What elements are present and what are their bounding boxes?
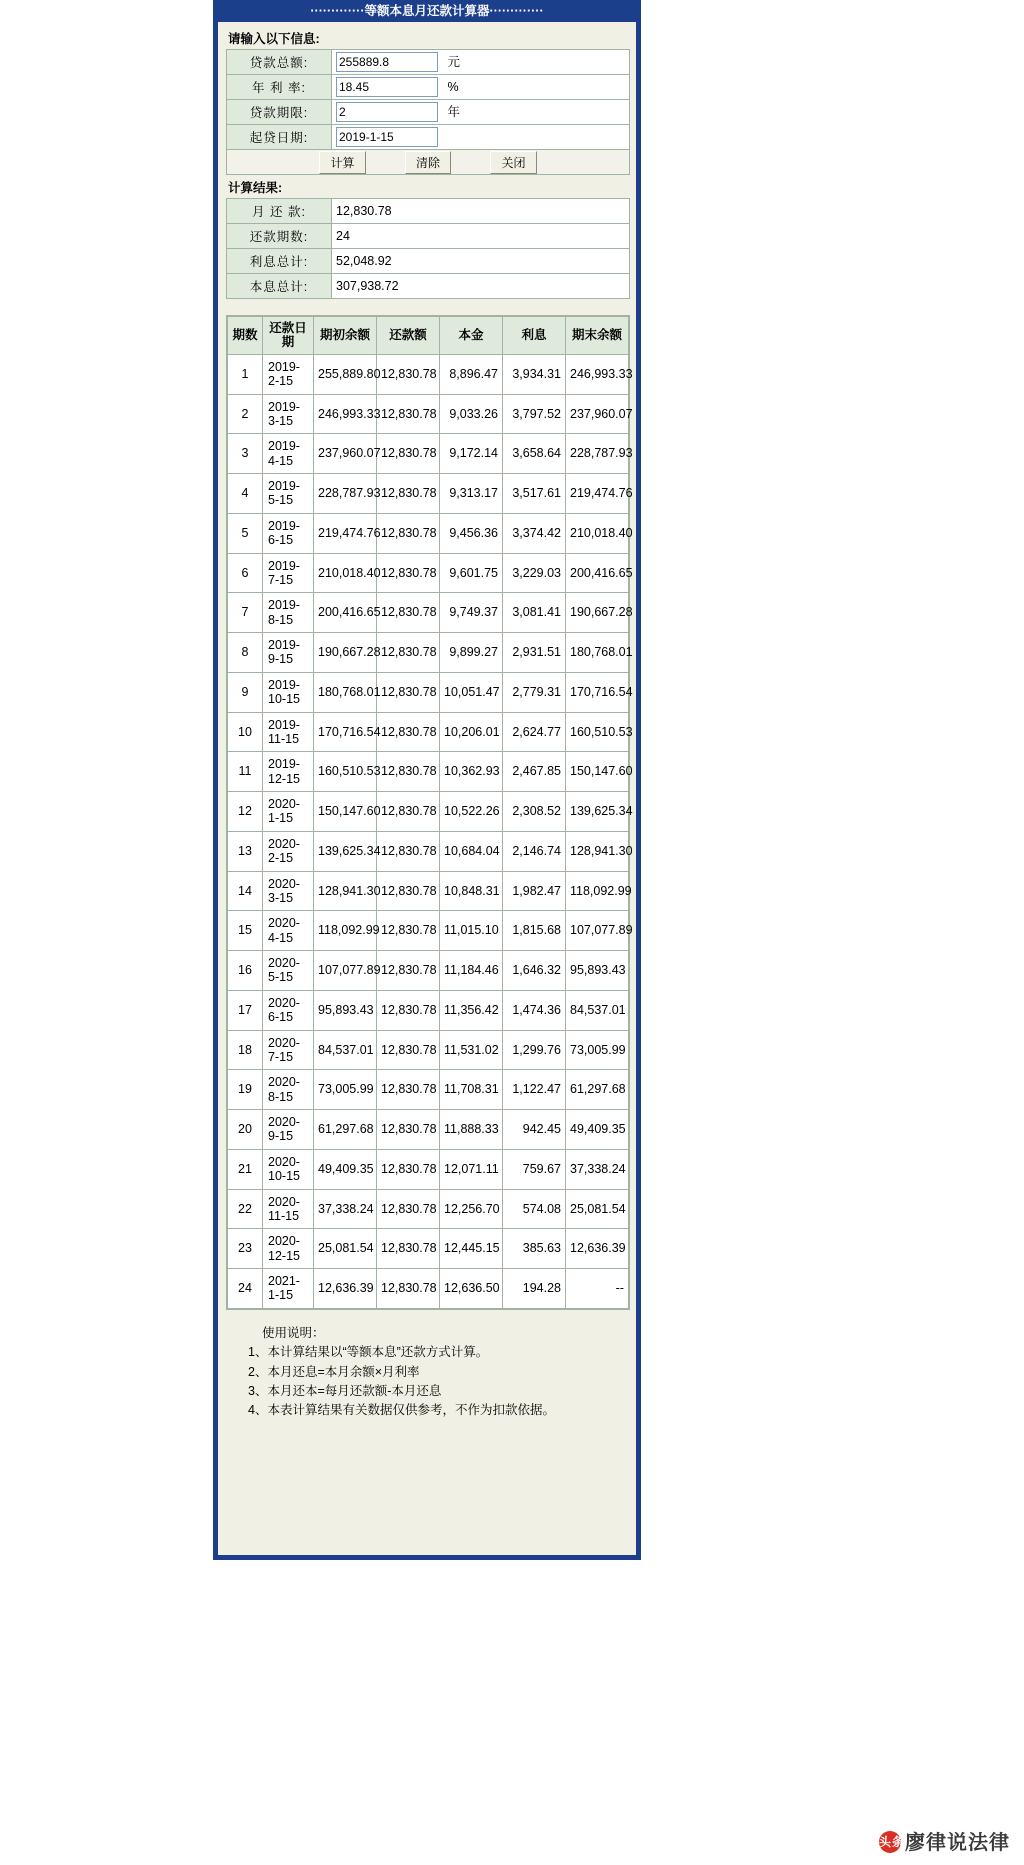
calculator-window [213,0,641,1560]
cell-payment: 12,830.78 [377,672,440,712]
cell-interest: 385.63 [503,1229,566,1269]
amortization-table-head [228,317,629,355]
label-loan-term: 贷款期限: [227,100,332,125]
cell-payment: 12,830.78 [377,990,440,1030]
watermark-text: 廖律说法律 [905,1832,1010,1854]
cell-end-balance: 95,893.43 [566,951,629,991]
result-section-heading: 计算结果: [228,181,283,195]
cell-date: 2019-5-15 [263,474,314,514]
cell-payment: 12,830.78 [377,474,440,514]
cell-date: 2019-7-15 [263,553,314,593]
cell-begin-balance: 210,018.40 [314,553,377,593]
button-bar [227,150,630,175]
table-row [228,1110,629,1150]
cell-period: 11 [228,752,263,792]
cell-payment: 12,830.78 [377,871,440,911]
cell-end-balance: 180,768.01 [566,633,629,673]
cell-period: 21 [228,1149,263,1189]
cell-end-balance: 237,960.07 [566,394,629,434]
cell-begin-balance: 37,338.24 [314,1189,377,1229]
cell-end-balance: 160,510.53 [566,712,629,752]
cell-payment: 12,830.78 [377,1070,440,1110]
cell-principal: 9,033.26 [440,394,503,434]
cell-period: 17 [228,990,263,1030]
cell-date: 2019-3-15 [263,394,314,434]
cell-date: 2020-9-15 [263,1110,314,1150]
cell-interest: 194.28 [503,1269,566,1309]
table-row [228,752,629,792]
table-row [228,633,629,673]
cell-period: 22 [228,1189,263,1229]
cell-principal: 11,356.42 [440,990,503,1030]
cell-begin-balance: 139,625.34 [314,831,377,871]
cell-payment: 12,830.78 [377,712,440,752]
calculate-button[interactable]: 计算 [319,151,365,174]
cell-end-balance: 150,147.60 [566,752,629,792]
cell-date: 2020-1-15 [263,792,314,832]
cell-end-balance: 200,416.65 [566,553,629,593]
cell-interest: 1,815.68 [503,911,566,951]
note-item-3: 3、本月还本=每月还款额-本月还息 [248,1383,442,1398]
table-row [228,871,629,911]
cell-payment: 12,830.78 [377,633,440,673]
cell-principal: 12,636.50 [440,1269,503,1309]
value-periods: 24 [332,224,630,249]
note-item-1: 1、本计算结果以“等额本息”还款方式计算。 [248,1345,489,1360]
label-start-date: 起贷日期: [227,125,332,150]
cell-interest: 2,146.74 [503,831,566,871]
cell-period: 5 [228,513,263,553]
cell-period: 9 [228,672,263,712]
cell-date: 2019-4-15 [263,434,314,474]
cell-begin-balance: 170,716.54 [314,712,377,752]
amortization-table [227,316,633,1309]
annual-rate-input[interactable] [336,77,438,97]
cell-principal: 9,456.36 [440,513,503,553]
header-interest: 利息 [503,317,566,355]
result-row-total-payment [227,274,630,299]
table-row [228,1189,629,1229]
cell-payment: 12,830.78 [377,1229,440,1269]
cell-period: 1 [228,354,263,394]
cell-payment: 12,830.78 [377,553,440,593]
start-date-input[interactable] [336,127,438,147]
cell-end-balance: 25,081.54 [566,1189,629,1229]
cell-period: 12 [228,792,263,832]
form-row-loan-amount [227,50,630,75]
header-date: 还款日期 [263,317,314,355]
form-row-start-date [227,125,630,150]
cell-period: 19 [228,1070,263,1110]
cell-payment: 12,830.78 [377,1110,440,1150]
cell-period: 10 [228,712,263,752]
notes-title: 使用说明： [262,1325,325,1340]
cell-principal: 11,015.10 [440,911,503,951]
value-monthly-payment: 12,830.78 [332,199,630,224]
cell-end-balance: 128,941.30 [566,831,629,871]
cell-begin-balance: 25,081.54 [314,1229,377,1269]
cell-date: 2021-1-15 [263,1269,314,1309]
cell-end-balance: 12,636.39 [566,1229,629,1269]
table-row [228,990,629,1030]
cell-begin-balance: 255,889.80 [314,354,377,394]
label-total-interest: 利息总计: [227,249,332,274]
cell-date: 2020-4-15 [263,911,314,951]
cell-principal: 10,522.26 [440,792,503,832]
cell-begin-balance: 200,416.65 [314,593,377,633]
cell-period: 16 [228,951,263,991]
cell-date: 2019-11-15 [263,712,314,752]
result-table [226,198,630,299]
cell-begin-balance: 160,510.53 [314,752,377,792]
cell-interest: 942.45 [503,1110,566,1150]
cell-principal: 10,362.93 [440,752,503,792]
cell-period: 24 [228,1269,263,1309]
note-item-2: 2、本月还息=本月余额×月利率 [248,1364,420,1379]
schedule-panel [226,315,633,1310]
cell-begin-balance: 84,537.01 [314,1030,377,1070]
cell-end-balance: 246,993.33 [566,354,629,394]
cell-end-balance: 219,474.76 [566,474,629,514]
form-row-buttons [227,150,630,175]
cell-principal: 8,896.47 [440,354,503,394]
cell-date: 2020-7-15 [263,1030,314,1070]
unit-loan-amount: 元 [447,55,460,69]
cell-begin-balance: 107,077.89 [314,951,377,991]
cell-interest: 3,658.64 [503,434,566,474]
cell-principal: 9,749.37 [440,593,503,633]
watermark [879,1826,1010,1855]
toutiao-icon: 头条 [879,1831,901,1853]
header-begin-balance: 期初余额 [314,317,377,355]
note-item-4: 4、本表计算结果有关数据仅供参考，不作为扣款依据。 [248,1403,555,1418]
table-row [228,1229,629,1269]
unit-loan-term: 年 [447,105,460,119]
form-row-annual-rate [227,75,630,100]
cell-begin-balance: 180,768.01 [314,672,377,712]
cell-principal: 10,684.04 [440,831,503,871]
close-button[interactable]: 关闭 [490,151,536,174]
form-row-loan-term [227,100,630,125]
label-total-payment: 本息总计: [227,274,332,299]
cell-interest: 2,779.31 [503,672,566,712]
cell-interest: 3,934.31 [503,354,566,394]
cell-begin-balance: 237,960.07 [314,434,377,474]
cell-payment: 12,830.78 [377,752,440,792]
cell-date: 2019-9-15 [263,633,314,673]
cell-begin-balance: 128,941.30 [314,871,377,911]
cell-date: 2019-6-15 [263,513,314,553]
cell-principal: 10,206.01 [440,712,503,752]
cell-period: 2 [228,394,263,434]
cell-begin-balance: 118,092.99 [314,911,377,951]
cell-payment: 12,830.78 [377,394,440,434]
cell-begin-balance: 228,787.93 [314,474,377,514]
cell-interest: 2,624.77 [503,712,566,752]
cell-principal: 12,071.11 [440,1149,503,1189]
cell-date: 2020-12-15 [263,1229,314,1269]
cell-date: 2019-2-15 [263,354,314,394]
cell-date: 2019-8-15 [263,593,314,633]
cell-date: 2020-2-15 [263,831,314,871]
header-payment: 还款额 [377,317,440,355]
cell-end-balance: 210,018.40 [566,513,629,553]
cell-payment: 12,830.78 [377,1189,440,1229]
cell-payment: 12,830.78 [377,951,440,991]
cell-date: 2020-8-15 [263,1070,314,1110]
table-header-row [228,317,629,355]
cell-principal: 10,848.31 [440,871,503,911]
window-content [218,22,636,1427]
cell-interest: 2,467.85 [503,752,566,792]
cell-end-balance: 49,409.35 [566,1110,629,1150]
cell-date: 2019-12-15 [263,752,314,792]
cell-interest: 3,797.52 [503,394,566,434]
cell-interest: 1,299.76 [503,1030,566,1070]
cell-principal: 12,445.15 [440,1229,503,1269]
cell-payment: 12,830.78 [377,1030,440,1070]
cell-end-balance: 107,077.89 [566,911,629,951]
cell-end-balance: -- [566,1269,629,1309]
table-row [228,513,629,553]
cell-begin-balance: 246,993.33 [314,394,377,434]
cell-payment: 12,830.78 [377,1269,440,1309]
cell-date: 2020-3-15 [263,871,314,911]
cell-interest: 1,646.32 [503,951,566,991]
field-annual-rate [332,75,630,100]
cell-end-balance: 190,667.28 [566,593,629,633]
cell-period: 6 [228,553,263,593]
cell-payment: 12,830.78 [377,831,440,871]
table-row [228,474,629,514]
label-monthly-payment: 月 还 款: [227,199,332,224]
loan-term-input[interactable] [336,102,438,122]
cell-interest: 2,931.51 [503,633,566,673]
cell-period: 3 [228,434,263,474]
loan-amount-input[interactable] [336,52,438,72]
cell-principal: 11,888.33 [440,1110,503,1150]
cell-payment: 12,830.78 [377,513,440,553]
cell-principal: 9,601.75 [440,553,503,593]
label-loan-amount: 贷款总额: [227,50,332,75]
table-row [228,792,629,832]
cell-date: 2020-10-15 [263,1149,314,1189]
input-form-table [226,49,630,175]
cell-period: 7 [228,593,263,633]
cell-payment: 12,830.78 [377,1149,440,1189]
table-row [228,1149,629,1189]
table-row [228,911,629,951]
cell-end-balance: 118,092.99 [566,871,629,911]
table-row [228,354,629,394]
cell-principal: 10,051.47 [440,672,503,712]
cell-payment: 12,830.78 [377,434,440,474]
cell-date: 2020-6-15 [263,990,314,1030]
cell-payment: 12,830.78 [377,354,440,394]
table-row [228,434,629,474]
cell-principal: 9,899.27 [440,633,503,673]
cell-period: 13 [228,831,263,871]
cell-payment: 12,830.78 [377,911,440,951]
cell-principal: 11,708.31 [440,1070,503,1110]
result-row-total-interest [227,249,630,274]
cell-period: 8 [228,633,263,673]
cell-period: 18 [228,1030,263,1070]
cell-begin-balance: 73,005.99 [314,1070,377,1110]
value-total-payment: 307,938.72 [332,274,630,299]
field-start-date [332,125,630,150]
table-row [228,831,629,871]
cell-interest: 3,081.41 [503,593,566,633]
cell-interest: 3,229.03 [503,553,566,593]
cell-interest: 1,122.47 [503,1070,566,1110]
clear-button[interactable]: 清除 [405,151,451,174]
cell-period: 23 [228,1229,263,1269]
cell-end-balance: 139,625.34 [566,792,629,832]
cell-interest: 3,374.42 [503,513,566,553]
cell-interest: 2,308.52 [503,792,566,832]
unit-annual-rate: % [447,80,459,94]
table-row [228,672,629,712]
cell-date: 2019-10-15 [263,672,314,712]
table-row [228,394,629,434]
cell-period: 20 [228,1110,263,1150]
result-row-monthly-payment [227,199,630,224]
cell-principal: 9,172.14 [440,434,503,474]
table-row [228,951,629,991]
result-row-periods [227,224,630,249]
header-period: 期数 [228,317,263,355]
usage-notes [248,1324,628,1421]
table-row [228,712,629,752]
cell-end-balance: 170,716.54 [566,672,629,712]
table-row [228,593,629,633]
table-row [228,553,629,593]
cell-begin-balance: 12,636.39 [314,1269,377,1309]
cell-begin-balance: 49,409.35 [314,1149,377,1189]
cell-period: 14 [228,871,263,911]
label-annual-rate: 年 利 率: [227,75,332,100]
cell-date: 2020-5-15 [263,951,314,991]
cell-period: 15 [228,911,263,951]
field-loan-term [332,100,630,125]
cell-interest: 1,982.47 [503,871,566,911]
cell-begin-balance: 190,667.28 [314,633,377,673]
label-periods: 还款期数: [227,224,332,249]
cell-begin-balance: 219,474.76 [314,513,377,553]
cell-end-balance: 84,537.01 [566,990,629,1030]
cell-period: 4 [228,474,263,514]
cell-principal: 12,256.70 [440,1189,503,1229]
cell-interest: 1,474.36 [503,990,566,1030]
cell-begin-balance: 95,893.43 [314,990,377,1030]
input-section-heading: 请输入以下信息: [228,32,320,46]
cell-end-balance: 73,005.99 [566,1030,629,1070]
field-loan-amount [332,50,630,75]
value-total-interest: 52,048.92 [332,249,630,274]
table-row [228,1030,629,1070]
table-row [228,1269,629,1309]
cell-interest: 3,517.61 [503,474,566,514]
cell-end-balance: 37,338.24 [566,1149,629,1189]
cell-end-balance: 61,297.68 [566,1070,629,1110]
cell-interest: 759.67 [503,1149,566,1189]
table-row [228,1070,629,1110]
cell-date: 2020-11-15 [263,1189,314,1229]
window-titlebar: ·············等额本息月还款计算器············· [218,0,636,22]
cell-principal: 11,184.46 [440,951,503,991]
cell-principal: 9,313.17 [440,474,503,514]
cell-begin-balance: 150,147.60 [314,792,377,832]
amortization-table-body [228,354,633,1308]
cell-principal: 11,531.02 [440,1030,503,1070]
cell-begin-balance: 61,297.68 [314,1110,377,1150]
cell-interest: 574.08 [503,1189,566,1229]
header-principal: 本金 [440,317,503,355]
cell-payment: 12,830.78 [377,792,440,832]
cell-end-balance: 228,787.93 [566,434,629,474]
header-end-balance: 期末余额 [566,317,629,355]
cell-payment: 12,830.78 [377,593,440,633]
